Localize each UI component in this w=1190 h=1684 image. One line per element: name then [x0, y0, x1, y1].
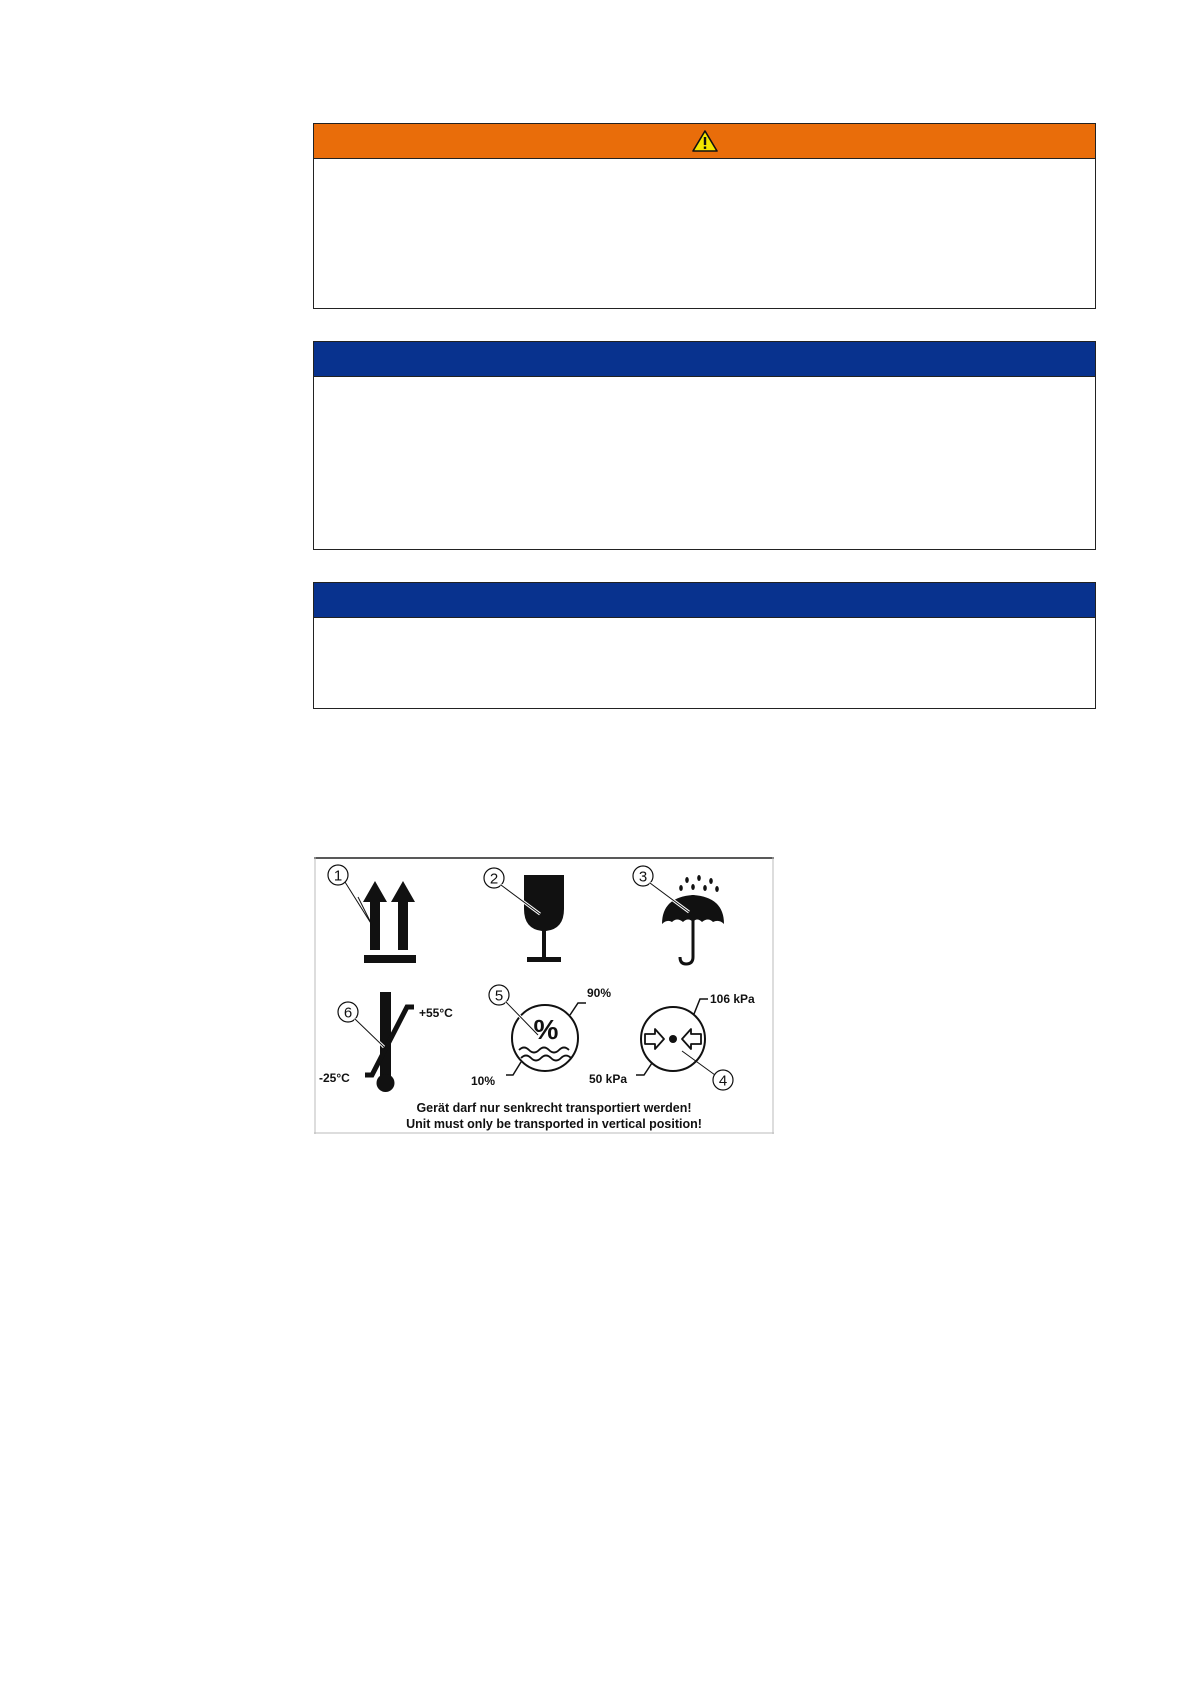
svg-text:1: 1 — [333, 867, 343, 885]
keep-dry-umbrella-icon — [662, 875, 724, 964]
callout-1 — [328, 865, 372, 925]
humidity-max-label: 90% — [587, 986, 612, 1000]
pressure-max-label: 106 kPa — [710, 992, 755, 1006]
air-pressure-limit-icon — [636, 999, 708, 1075]
notice-box-2 — [313, 341, 1096, 550]
temperature-limit-icon — [365, 992, 414, 1092]
humidity-min-label: 10% — [471, 1074, 496, 1088]
notice-box-3 — [313, 582, 1096, 709]
svg-text:2: 2 — [489, 870, 499, 888]
notice-header-3 — [314, 583, 1095, 618]
transport-symbols-drawing — [314, 857, 774, 1134]
warning-notice-header — [314, 124, 1095, 159]
warning-notice-box — [313, 123, 1096, 309]
temp-min-label: -25°C — [319, 1071, 350, 1085]
notice-header-2 — [314, 342, 1095, 377]
this-way-up-arrows-icon — [358, 881, 416, 963]
pressure-min-label: 50 kPa — [589, 1072, 628, 1086]
svg-text:%: % — [533, 1014, 559, 1045]
temp-max-label: +55°C — [419, 1006, 453, 1020]
callout-4 — [682, 1051, 733, 1090]
svg-text:5: 5 — [494, 987, 504, 1005]
svg-text:3: 3 — [638, 868, 648, 886]
fragile-glass-icon — [524, 875, 564, 962]
svg-text:6: 6 — [343, 1004, 353, 1022]
callout-6 — [338, 1002, 384, 1047]
caption-english: Unit must only be transported in vertical position! — [406, 1117, 702, 1131]
svg-text:4: 4 — [718, 1072, 728, 1090]
caption-german: Gerät darf nur senkrecht transportiert werden! — [416, 1101, 692, 1115]
warning-triangle-icon — [692, 129, 718, 153]
transport-symbols-figure — [314, 857, 774, 1134]
